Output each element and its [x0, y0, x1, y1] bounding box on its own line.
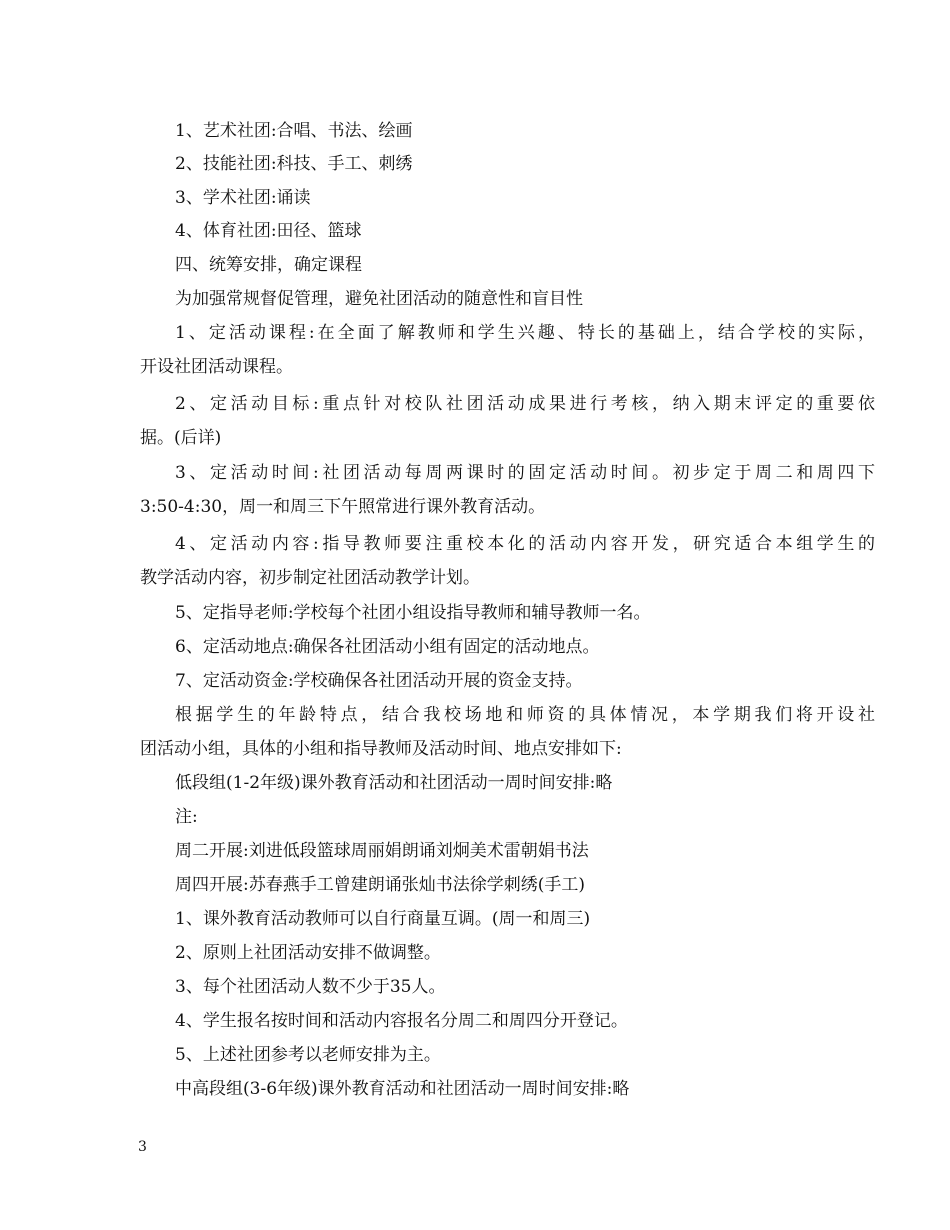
- text-line-note-4: 4、学生报名按时间和活动内容报名分周二和周四分开登记。: [175, 1011, 628, 1031]
- text-line-plan-1: 根据学生的年龄特点，结合我校场地和师资的具体情况，本学期我们将开设社: [175, 705, 875, 725]
- page-number: 3: [138, 1139, 147, 1155]
- text-line-academic-club: 3、学术社团:诵读: [175, 188, 311, 208]
- text-line-time-1: 3、定活动时间:社团活动每周两课时的固定活动时间。初步定于周二和周四下: [175, 463, 875, 483]
- text-line-thursday: 周四开展:苏春燕手工曾建朗诵张灿书法徐学刺绣(手工): [175, 875, 585, 895]
- text-line-goal-2: 据。(后详): [140, 428, 222, 448]
- text-line-note-1: 1、课外教育活动教师可以自行商量互调。(周一和周三): [175, 909, 591, 929]
- text-line-note-label: 注:: [175, 807, 198, 827]
- text-line-funding: 7、定活动资金:学校确保各社团活动开展的资金支持。: [175, 671, 583, 691]
- text-line-time-2: 3:50-4:30，周一和周三下午照常进行课外教育活动。: [140, 497, 546, 517]
- text-line-course-2: 开设社团活动课程。: [140, 357, 293, 377]
- text-line-note-3: 3、每个社团活动人数不少于35人。: [175, 977, 446, 997]
- text-line-goal-1: 2、定活动目标:重点针对校队社团活动成果进行考核，纳入期末评定的重要依: [175, 394, 875, 414]
- text-line-content-2: 教学活动内容，初步制定社团活动教学计划。: [140, 568, 480, 588]
- text-line-mid-high-grade: 中高段组(3-6年级)课外教育活动和社团活动一周时间安排:略: [175, 1079, 630, 1099]
- text-line-tuesday: 周二开展:刘进低段篮球周丽娟朗诵刘炯美术雷朝娟书法: [175, 841, 589, 861]
- text-line-arts-club: 1、艺术社团:合唱、书法、绘画: [175, 121, 413, 141]
- text-line-sports-club: 4、体育社团:田径、篮球: [175, 221, 362, 241]
- text-line-plan-2: 团活动小组，具体的小组和指导教师及活动时间、地点安排如下:: [140, 739, 622, 759]
- text-line-location: 6、定活动地点:确保各社团活动小组有固定的活动地点。: [175, 637, 600, 657]
- text-line-note-5: 5、上述社团参考以老师安排为主。: [175, 1045, 441, 1065]
- text-line-note-2: 2、原则上社团活动安排不做调整。: [175, 943, 441, 963]
- text-line-intro: 为加强常规督促管理，避免社团活动的随意性和盲目性: [175, 289, 583, 309]
- text-line-course-1: 1、定活动课程:在全面了解教师和学生兴趣、特长的基础上，结合学校的实际，: [175, 323, 875, 343]
- text-line-skills-club: 2、技能社团:科技、手工、刺绣: [175, 154, 413, 174]
- section-heading-4: 四、统筹安排，确定课程: [175, 255, 362, 275]
- text-line-low-grade: 低段组(1-2年级)课外教育活动和社团活动一周时间安排:略: [175, 773, 613, 793]
- text-line-teacher: 5、定指导老师:学校每个社团小组设指导教师和辅导教师一名。: [175, 603, 651, 623]
- text-line-content-1: 4、定活动内容:指导教师要注重校本化的活动内容开发，研究适合本组学生的: [175, 534, 875, 554]
